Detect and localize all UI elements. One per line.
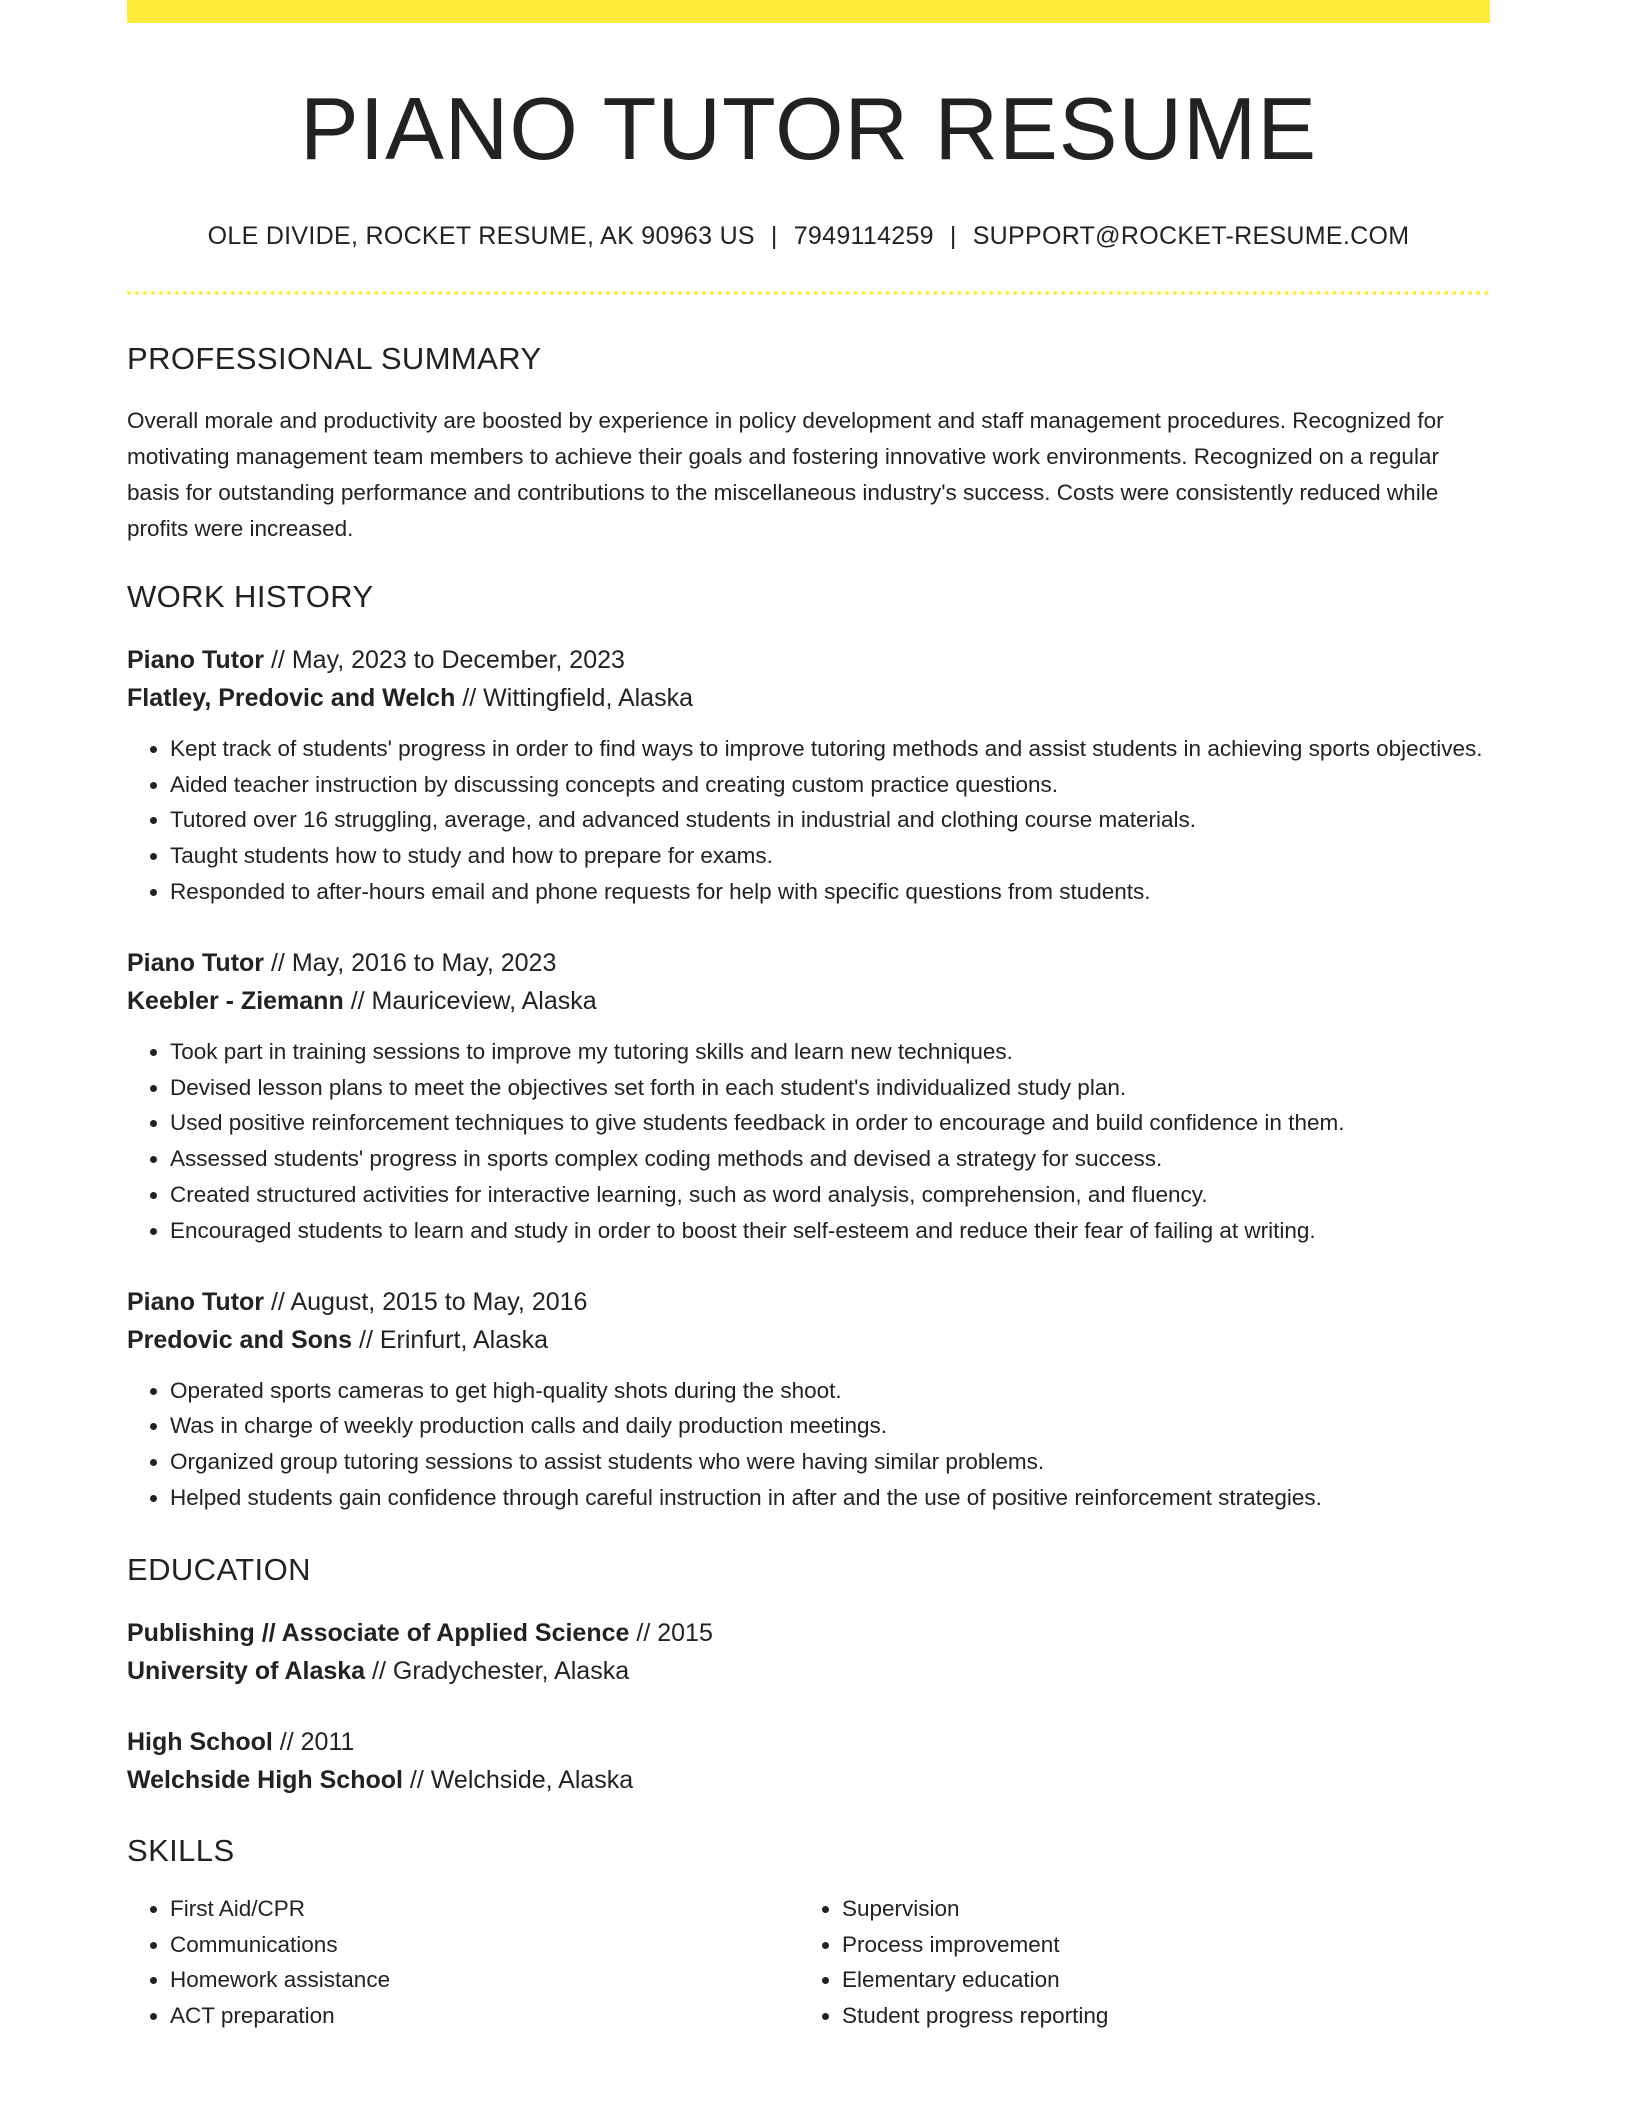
separator: // (372, 1656, 386, 1685)
separator: // (462, 683, 477, 712)
bullet-item: • Responded to after-hours email and phone requests for help with specific questions from students. (170, 874, 1490, 910)
job-company: Flatley, Predovic and Welch (127, 683, 456, 712)
skill-item: • Communications (170, 1927, 799, 1963)
job-company: Keebler - Ziemann (127, 986, 344, 1015)
education-degree: High School (127, 1727, 273, 1756)
education-entry (127, 1614, 1490, 1690)
education-location: Gradychester, Alaska (392, 1656, 630, 1685)
education-entry (127, 1723, 1490, 1799)
job-bullets (127, 731, 1490, 910)
summary-text: Overall morale and productivity are boosted by experience in policy development and staff management procedures. Recognized for motivating management team members to achieve their goals and fostering innovative work environments. Recognized on a regular basis for outstanding performance and contributions to the miscellaneous industry's success. Costs were consistently reduced while profits were increased. (127, 407, 1444, 541)
education-school-line (127, 1761, 1490, 1799)
job-entry (127, 944, 1490, 1249)
education-degree-line (127, 1723, 1490, 1761)
separator: // (409, 1765, 424, 1794)
job-title: Piano Tutor (127, 1287, 265, 1316)
contact-address: OLE DIVIDE, ROCKET RESUME, AK 90963 US (207, 221, 755, 250)
job-company: Predovic and Sons (127, 1325, 353, 1354)
contact-separator: | (770, 221, 778, 250)
skill-item: • Supervision (842, 1891, 1471, 1927)
education-degree-line (127, 1614, 1490, 1652)
job-title-line (127, 944, 1490, 982)
contact-phone: 7949114259 (793, 221, 934, 250)
job-bullets (127, 1034, 1490, 1249)
job-dates: August, 2015 to May, 2016 (290, 1287, 588, 1316)
job-company-line (127, 982, 1490, 1020)
skill-item: • Student progress reporting (842, 1998, 1471, 2034)
bullet-item: • Organized group tutoring sessions to assist students who were having similar problems. (170, 1444, 1490, 1480)
skill-item: • First Aid/CPR (170, 1891, 799, 1927)
job-title: Piano Tutor (127, 948, 265, 977)
education-heading: EDUCATION (127, 1551, 311, 1587)
job-title-line (127, 1283, 1490, 1321)
skill-item: • ACT preparation (170, 1998, 799, 2034)
dotted-divider (127, 291, 1490, 295)
work-history-heading: WORK HISTORY (127, 578, 374, 614)
bullet-item: • Took part in training sessions to improve my tutoring skills and learn new techniques. (170, 1034, 1490, 1070)
skills-heading: SKILLS (127, 1832, 235, 1868)
education-degree: Publishing // Associate of Applied Science (127, 1618, 630, 1647)
job-company-line (127, 1321, 1490, 1359)
education-school-line (127, 1652, 1490, 1690)
education-location: Welchside, Alaska (430, 1765, 634, 1794)
job-title-line (127, 641, 1490, 679)
job-entry (127, 641, 1490, 910)
top-accent-bar (127, 0, 1490, 23)
job-location: Erinfurt, Alaska (379, 1325, 549, 1354)
education-school: University of Alaska (127, 1656, 366, 1685)
bullet-item: • Tutored over 16 struggling, average, and advanced students in industrial and clothing course materials. (170, 802, 1490, 838)
skill-item: • Process improvement (842, 1927, 1471, 1963)
job-bullets (127, 1373, 1490, 1516)
contact-email: SUPPORT@ROCKET-RESUME.COM (972, 221, 1410, 250)
separator: // (359, 1325, 373, 1354)
bullet-item: • Devised lesson plans to meet the objectives set forth in each student's individualized study plan. (170, 1070, 1490, 1106)
separator: // (270, 645, 285, 674)
summary-heading: PROFESSIONAL SUMMARY (127, 340, 542, 376)
bullet-item: • Encouraged students to learn and study in order to boost their self-esteem and reduce their fear of failing at writing. (170, 1213, 1490, 1249)
bullet-item: • Created structured activities for interactive learning, such as word analysis, comprehension, and fluency. (170, 1177, 1490, 1213)
bullet-item: • Used positive reinforcement techniques to give students feedback in order to encourage and build confidence in them. (170, 1105, 1490, 1141)
skills-column-left (127, 1891, 799, 2034)
contact-line (127, 222, 1490, 251)
bullet-item: • Operated sports cameras to get high-quality shots during the shoot. (170, 1373, 1490, 1409)
job-location: Mauriceview, Alaska (371, 986, 597, 1015)
bullet-item: • Assessed students' progress in sports complex coding methods and devised a strategy for success. (170, 1141, 1490, 1177)
bullet-item: • Taught students how to study and how to prepare for exams. (170, 838, 1490, 874)
separator: // (270, 948, 285, 977)
job-title: Piano Tutor (127, 645, 265, 674)
separator: // (350, 986, 365, 1015)
contact-separator: | (949, 221, 957, 250)
education-year: 2015 (657, 1618, 713, 1647)
job-entry (127, 1283, 1490, 1516)
skills-column-right (799, 1891, 1471, 2034)
bullet-item: • Aided teacher instruction by discussing concepts and creating custom practice questions. (170, 767, 1490, 803)
skill-item: • Elementary education (842, 1962, 1471, 1998)
job-dates: May, 2016 to May, 2023 (291, 948, 557, 977)
job-company-line (127, 679, 1490, 717)
separator: // (636, 1618, 651, 1647)
separator: // (270, 1287, 285, 1316)
skills-list (127, 1891, 1490, 2034)
job-dates: May, 2023 to December, 2023 (291, 645, 625, 674)
education-school: Welchside High School (127, 1765, 403, 1794)
resume-page (127, 0, 1490, 2034)
education-year: 2011 (300, 1727, 355, 1756)
job-location: Wittingfield, Alaska (483, 683, 693, 712)
bullet-item: • Was in charge of weekly production calls and daily production meetings. (170, 1408, 1490, 1444)
bullet-item: • Kept track of students' progress in order to find ways to improve tutoring methods and assist students in achieving sports objectives. (170, 731, 1490, 767)
separator: // (279, 1727, 294, 1756)
bullet-item: • Helped students gain confidence through careful instruction in after and the use of positive reinforcement strategies. (170, 1480, 1490, 1516)
resume-title: PIANO TUTOR RESUME (299, 79, 1318, 178)
skill-item: • Homework assistance (170, 1962, 799, 1998)
